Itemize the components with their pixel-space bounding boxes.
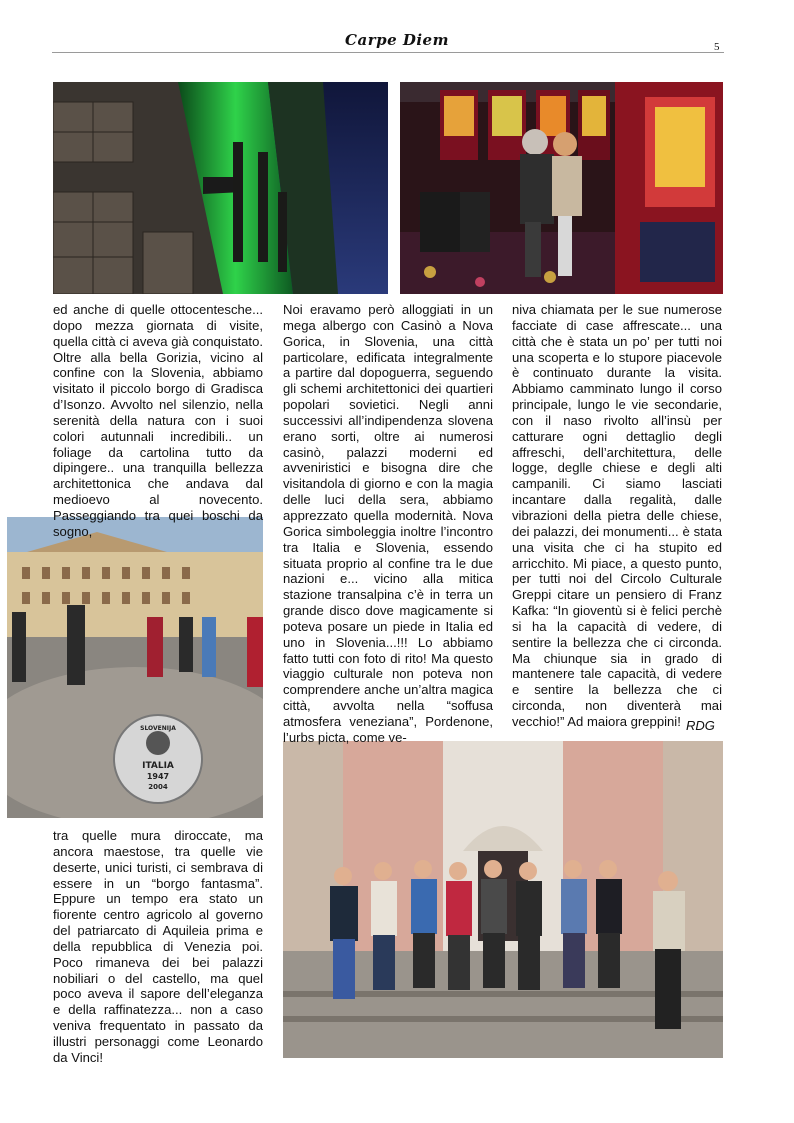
disc-text-slovenija: SLOVENIJA xyxy=(140,725,176,732)
photo-night-building xyxy=(53,82,388,294)
disc-text-year1: 1947 xyxy=(146,772,170,781)
paragraph-text: Noi eravamo però alloggiati in un mega albergo con Casinò a Nova Gorica, in Slovenia, una città particolare, edificata integralmente a partire dal dopoguerra, seguendo gli schemi architettonici dei quartieri popolari sovietici. Negli anni successivi all’indipendenza slovena erano sorti, oltre ai numerosi casinò, palazzi moderni ed avveniristici e bisogna dire che visitandola di giorno e con la magia delle luci della sera, abbiamo apprezzato quella modernità. Nova Gorica simboleggia inoltre l’incontro tra Italia e Slovenia, essendo situata proprio al confine tra le due nazioni e... vicino alla mitica stazione transalpina c’è in terra un grande disco dove magicamente si poteva posare un piede in Italia ed uno in Slovenia...!!! Lo abbiamo fatto tutti con foto di rito! Ma questo viaggio culturale non poteva non comprendere anche un’altra magica città, avvolta nella “soffusa atmosfera veneziana”, Pordenone, l’urbs picta, come ve- xyxy=(283,302,493,745)
column-1-top xyxy=(53,302,263,540)
column-2 xyxy=(283,302,493,746)
column-3 xyxy=(512,302,722,730)
disc-text-italia: ITALIA xyxy=(142,761,174,771)
photo-casino xyxy=(400,82,723,294)
author-signature: RDG xyxy=(686,718,715,733)
column-1-bottom xyxy=(53,828,263,1066)
photo-border-square xyxy=(7,517,263,818)
page-number: 5 xyxy=(714,41,720,53)
disc-text-year2: 2004 xyxy=(148,783,168,791)
paragraph-text: ed anche di quelle ottocentesche... dopo mezza giornata di visite, quella città ci aveva già conquistato. Oltre alla bella Gorizia, vicino al confine con la Slovenia, abbiamo visitato il piccolo borgo di Gradisca d’Isonzo. Avvolto nel silenzio, nella serenità della natura con i suoi colori autunnali incredibili.. un foliage da cartolina tutto da dipingere.. una tranquilla bellezza architettonica che andava dal medioevo al novecento. Passeggiando tra quei boschi da sogno, xyxy=(53,302,263,539)
paragraph-text: tra quelle mura diroccate, ma ancora maestose, tra quelle vie deserte, unici turisti, ci sembrava di essere in un “borgo fantasma”. Eppure un tempo era stato un fiorente centro agricolo al governo del patriarcato di Aquileia prima e della repubblica di Venezia poi. Poco rimaneva dei bei palazzi nobiliari o del castello, ma quel poco aveva il sapore dell’eleganza e della raffinatezza... non a caso veniva frequentato in passato da illustri personaggi come Leonardo da Vinci! xyxy=(53,828,263,1065)
paragraph-text: niva chiamata per le sue numerose facciate di case affrescate... una città che è stata un po’ per tutti noi una scoperta e lo stupore piacevole è continuato durante la visita. Abbiamo camminato lungo il corso principale, lungo le vie secondarie, con il naso rivolto all’insù per catturare ogni dettaglio degli affreschi, dell’architettura, delle logge, deglle chiese e degli alti campanili. Ci siamo lasciati incantare dalla regalità, dalle vibrazioni della pietra delle chiese, dei palazzi, dei monumenti... è stata una visita che ci ha stupito ed arricchito. Mi piace, a questo punto, per tutti noi del Circolo Culturale Greppi citare un pensiero di Franz Kafka: “In gioventù si è felici perchè si ha la capacità di vedere, di sentire la bellezza che ci circonda. Ma chiunque sia in grado di mantenere tale capacità, di vedere e sentire la bellezza che ci circonda, non diventerà mai vecchio!” Ad maiora greppini! xyxy=(512,302,722,729)
photo-group-church xyxy=(283,741,723,1058)
header-divider xyxy=(52,52,724,53)
magazine-title: Carpe Diem xyxy=(345,31,449,49)
